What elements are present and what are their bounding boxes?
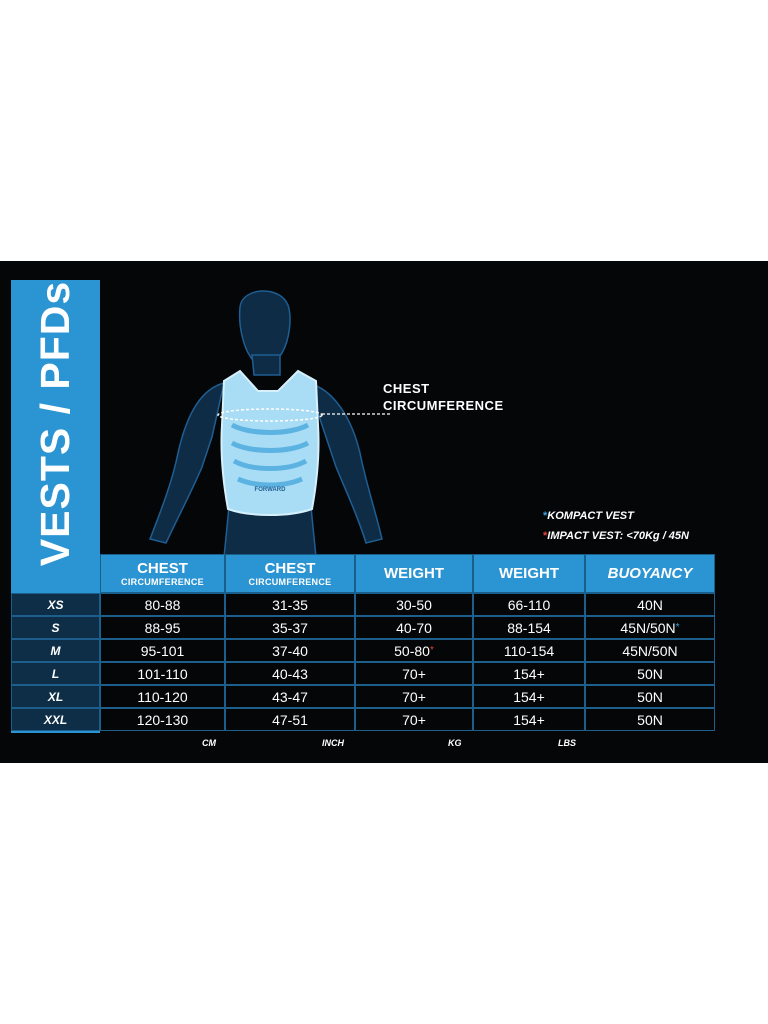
table-cell: M — [11, 639, 100, 662]
buoyancy-cell-s: 45N/50N * — [585, 616, 715, 639]
table-cell: 154+ — [473, 662, 585, 685]
header-chest-cm: CHEST CIRCUMFERENCE — [100, 554, 225, 593]
torso-illustration — [120, 277, 420, 557]
table-cell: 66-110 — [473, 593, 585, 616]
unit-kg: KG — [448, 738, 462, 748]
header-chest-inch: CHEST CIRCUMFERENCE — [225, 554, 355, 593]
table-cell: 50N — [585, 662, 715, 685]
unit-inch: INCH — [322, 738, 344, 748]
note-impact: *IMPACT VEST: <70Kg / 45N — [543, 530, 689, 542]
table-cell: L — [11, 662, 100, 685]
unit-cm: CM — [202, 738, 216, 748]
table-cell: 31-35 — [225, 593, 355, 616]
table-cell: XL — [11, 685, 100, 708]
table-cell: 110-120 — [100, 685, 225, 708]
table-cell: 50N — [585, 708, 715, 731]
note-kompact: *KOMPACT VEST — [543, 510, 634, 522]
table-cell: 101-110 — [100, 662, 225, 685]
table-cell: 120-130 — [100, 708, 225, 731]
table-cell: 70+ — [355, 662, 473, 685]
table-cell: S — [11, 616, 100, 639]
table-cell: 40N — [585, 593, 715, 616]
table-cell: 30-50 — [355, 593, 473, 616]
table-cell: 80-88 — [100, 593, 225, 616]
table-cell: 70+ — [355, 708, 473, 731]
table-cell: 40-43 — [225, 662, 355, 685]
table-cell: 45N/50N — [585, 639, 715, 662]
size-chart-panel — [0, 261, 768, 763]
table-cell: 154+ — [473, 708, 585, 731]
table-cell: 50N — [585, 685, 715, 708]
table-cell: XXL — [11, 708, 100, 731]
chest-circumference-label: CHEST CIRCUMFERENCE — [383, 381, 504, 413]
header-buoyancy: BUOYANCY — [585, 554, 715, 593]
table-cell: 95-101 — [100, 639, 225, 662]
unit-lbs: LBS — [558, 738, 576, 748]
page-title: VESTS / PFDs — [32, 280, 79, 566]
table-cell: 35-37 — [225, 616, 355, 639]
header-weight-kg: WEIGHT — [355, 554, 473, 593]
table-cell: 88-154 — [473, 616, 585, 639]
table-cell: 154+ — [473, 685, 585, 708]
weight-cell-m: 50-80 * — [355, 639, 473, 662]
table-cell: 70+ — [355, 685, 473, 708]
header-weight-lbs: WEIGHT — [473, 554, 585, 593]
title-wrap — [11, 280, 100, 566]
table-cell: 43-47 — [225, 685, 355, 708]
table-cell: 40-70 — [355, 616, 473, 639]
table-cell: 110-154 — [473, 639, 585, 662]
table-cell: 47-51 — [225, 708, 355, 731]
table-cell: XS — [11, 593, 100, 616]
vest-brand-text: FORWARD — [254, 487, 286, 493]
table-cell: 37-40 — [225, 639, 355, 662]
table-cell: 88-95 — [100, 616, 225, 639]
